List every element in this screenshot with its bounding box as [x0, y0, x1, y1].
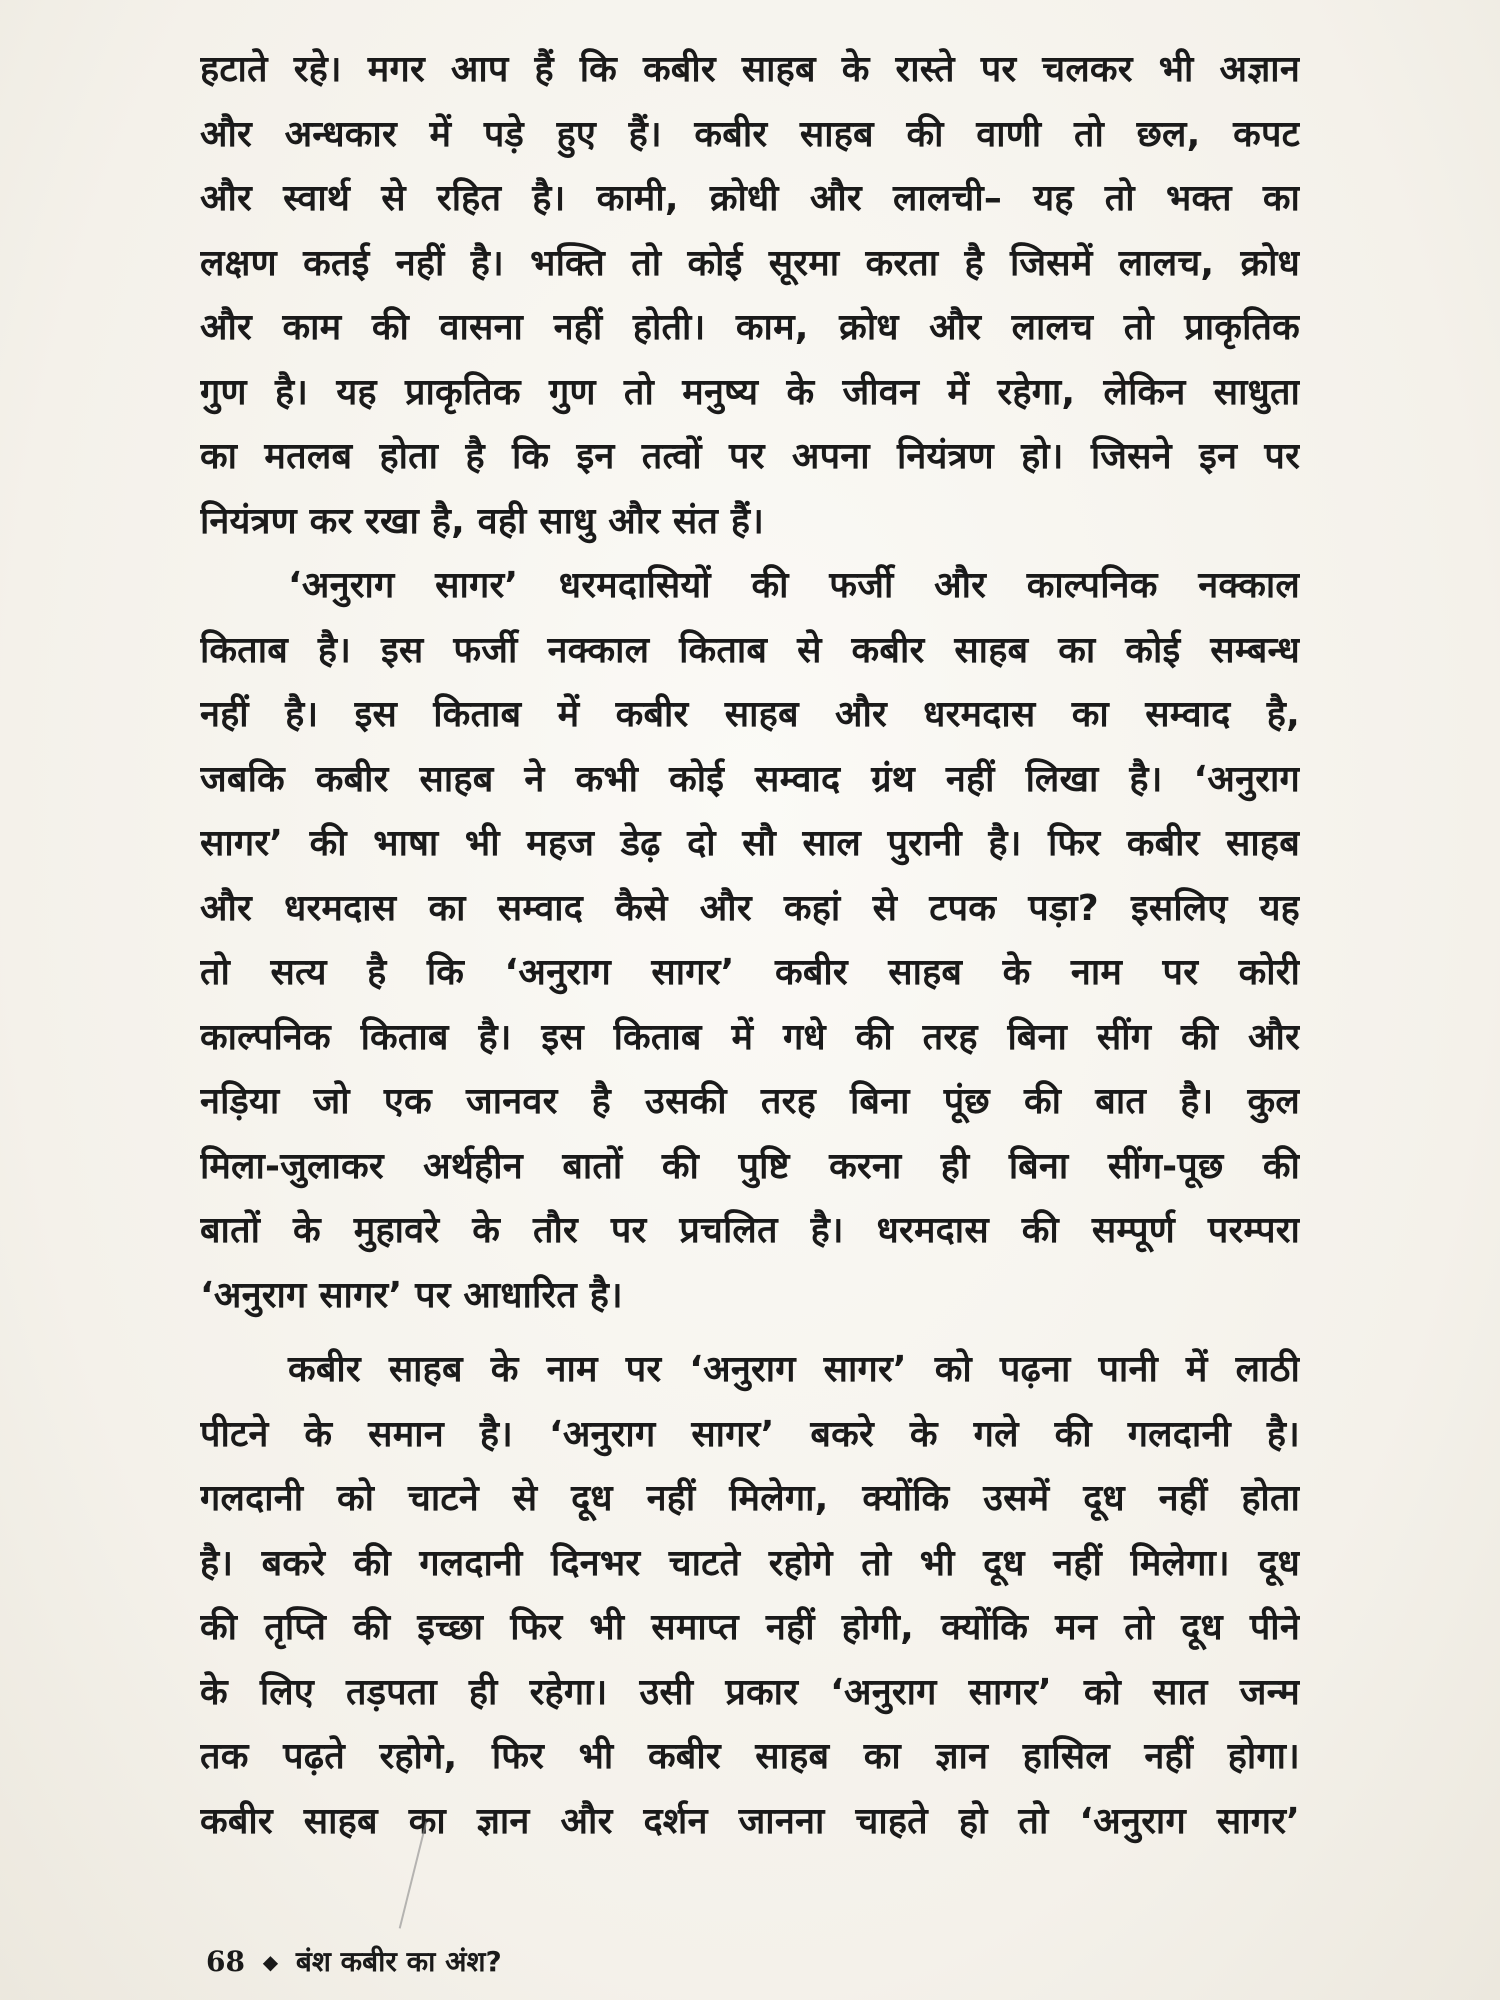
text-line: नड़िया जो एक जानवर है उसकी तरह बिना पूंछ की बात है। कुल	[200, 1081, 1300, 1122]
text-line: लक्षण कतई नहीं है। भक्ति तो कोई सूरमा करता है जिसमें लालच, क्रोध	[200, 242, 1300, 284]
paragraph-gap	[200, 1328, 1300, 1338]
text-line: काल्पनिक किताब है। इस किताब में गधे की तरह बिना सींग की और	[200, 1016, 1300, 1058]
running-title: बंश कबीर का अंश?	[295, 1945, 502, 1978]
text-line: और काम की वासना नहीं होती। काम, क्रोध और लालच तो प्राकृतिक	[200, 307, 1300, 348]
text-line: पीटने के समान है। ‘अनुराग सागर’ बकरे के गले की गलदानी है।	[200, 1413, 1300, 1455]
text-line: सागर’ की भाषा भी महज डेढ़ दो सौ साल पुरानी है। फिर कबीर साहब	[200, 823, 1300, 864]
text-line: के लिए तड़पता ही रहेगा। उसी प्रकार ‘अनुराग सागर’ को सात जन्म	[200, 1671, 1300, 1713]
text-line: का मतलब होता है कि इन तत्वों पर अपना नियंत्रण हो। जिसने इन पर	[200, 436, 1300, 477]
text-line: कबीर साहब के नाम पर ‘अनुराग सागर’ को पढ़ना पानी में लाठी	[288, 1349, 1300, 1390]
text-line: जबकि कबीर साहब ने कभी कोई सम्वाद ग्रंथ नहीं लिखा है। ‘अनुराग	[200, 758, 1300, 800]
text-line: और स्वार्थ से रहित है। कामी, क्रोधी और लालची– यह तो भक्त का	[200, 178, 1300, 219]
text-line: नहीं है। इस किताब में कबीर साहब और धरमदास का सम्वाद है,	[200, 694, 1300, 735]
text-line: और अन्धकार में पड़े हुए हैं। कबीर साहब की वाणी तो छल, कपट	[200, 113, 1300, 155]
text-line: तक पढ़ते रहोगे, फिर भी कबीर साहब का ज्ञान हासिल नहीं होगा।	[200, 1736, 1300, 1777]
text-line: ‘अनुराग सागर’ धरमदासियों की फर्जी और काल्पनिक नक्काल	[288, 565, 1300, 606]
text-line: गलदानी को चाटने से दूध नहीं मिलेगा, क्योंकि उसमें दूध नहीं होता	[200, 1478, 1300, 1519]
text-line: बातों के मुहावरे के तौर पर प्रचलित है। धरमदास की सम्पूर्ण परम्परा	[200, 1210, 1300, 1251]
diamond-icon: ◆	[262, 1950, 279, 1974]
text-line: और धरमदास का सम्वाद कैसे और कहां से टपक पड़ा? इसलिए यह	[200, 887, 1300, 929]
paragraph-1	[200, 38, 1300, 554]
text-line: ‘अनुराग सागर’ पर आधारित है।	[200, 1274, 623, 1316]
paragraph-2	[200, 554, 1300, 1328]
text-line: मिला-जुलाकर अर्थहीन बातों की पुष्टि करना ही बिना सींग-पूछ की	[200, 1145, 1300, 1187]
text-line: है। बकरे की गलदानी दिनभर चाटते रहोगे तो भी दूध नहीं मिलेगा। दूध	[200, 1542, 1300, 1584]
text-line: कबीर साहब का ज्ञान और दर्शन जानना चाहते हो तो ‘अनुराग सागर’	[200, 1800, 1300, 1842]
paragraph-3	[200, 1338, 1300, 1854]
page-footer	[206, 1942, 502, 1980]
text-line: गुण है। यह प्राकृतिक गुण तो मनुष्य के जीवन में रहेगा, लेकिन साधुता	[200, 371, 1300, 413]
body-text	[200, 38, 1300, 1854]
text-line: की तृप्ति की इच्छा फिर भी समाप्त नहीं होगी, क्योंकि मन तो दूध पीने	[200, 1607, 1300, 1648]
text-line: नियंत्रण कर रखा है, वही साधु और संत हैं।	[200, 500, 765, 542]
text-line: तो सत्य है कि ‘अनुराग सागर’ कबीर साहब के नाम पर कोरी	[200, 952, 1300, 993]
text-line: हटाते रहे। मगर आप हैं कि कबीर साहब के रास्ते पर चलकर भी अज्ञान	[200, 49, 1300, 90]
text-line: किताब है। इस फर्जी नक्काल किताब से कबीर साहब का कोई सम्बन्ध	[200, 629, 1300, 671]
page-number: 68	[206, 1945, 245, 1978]
